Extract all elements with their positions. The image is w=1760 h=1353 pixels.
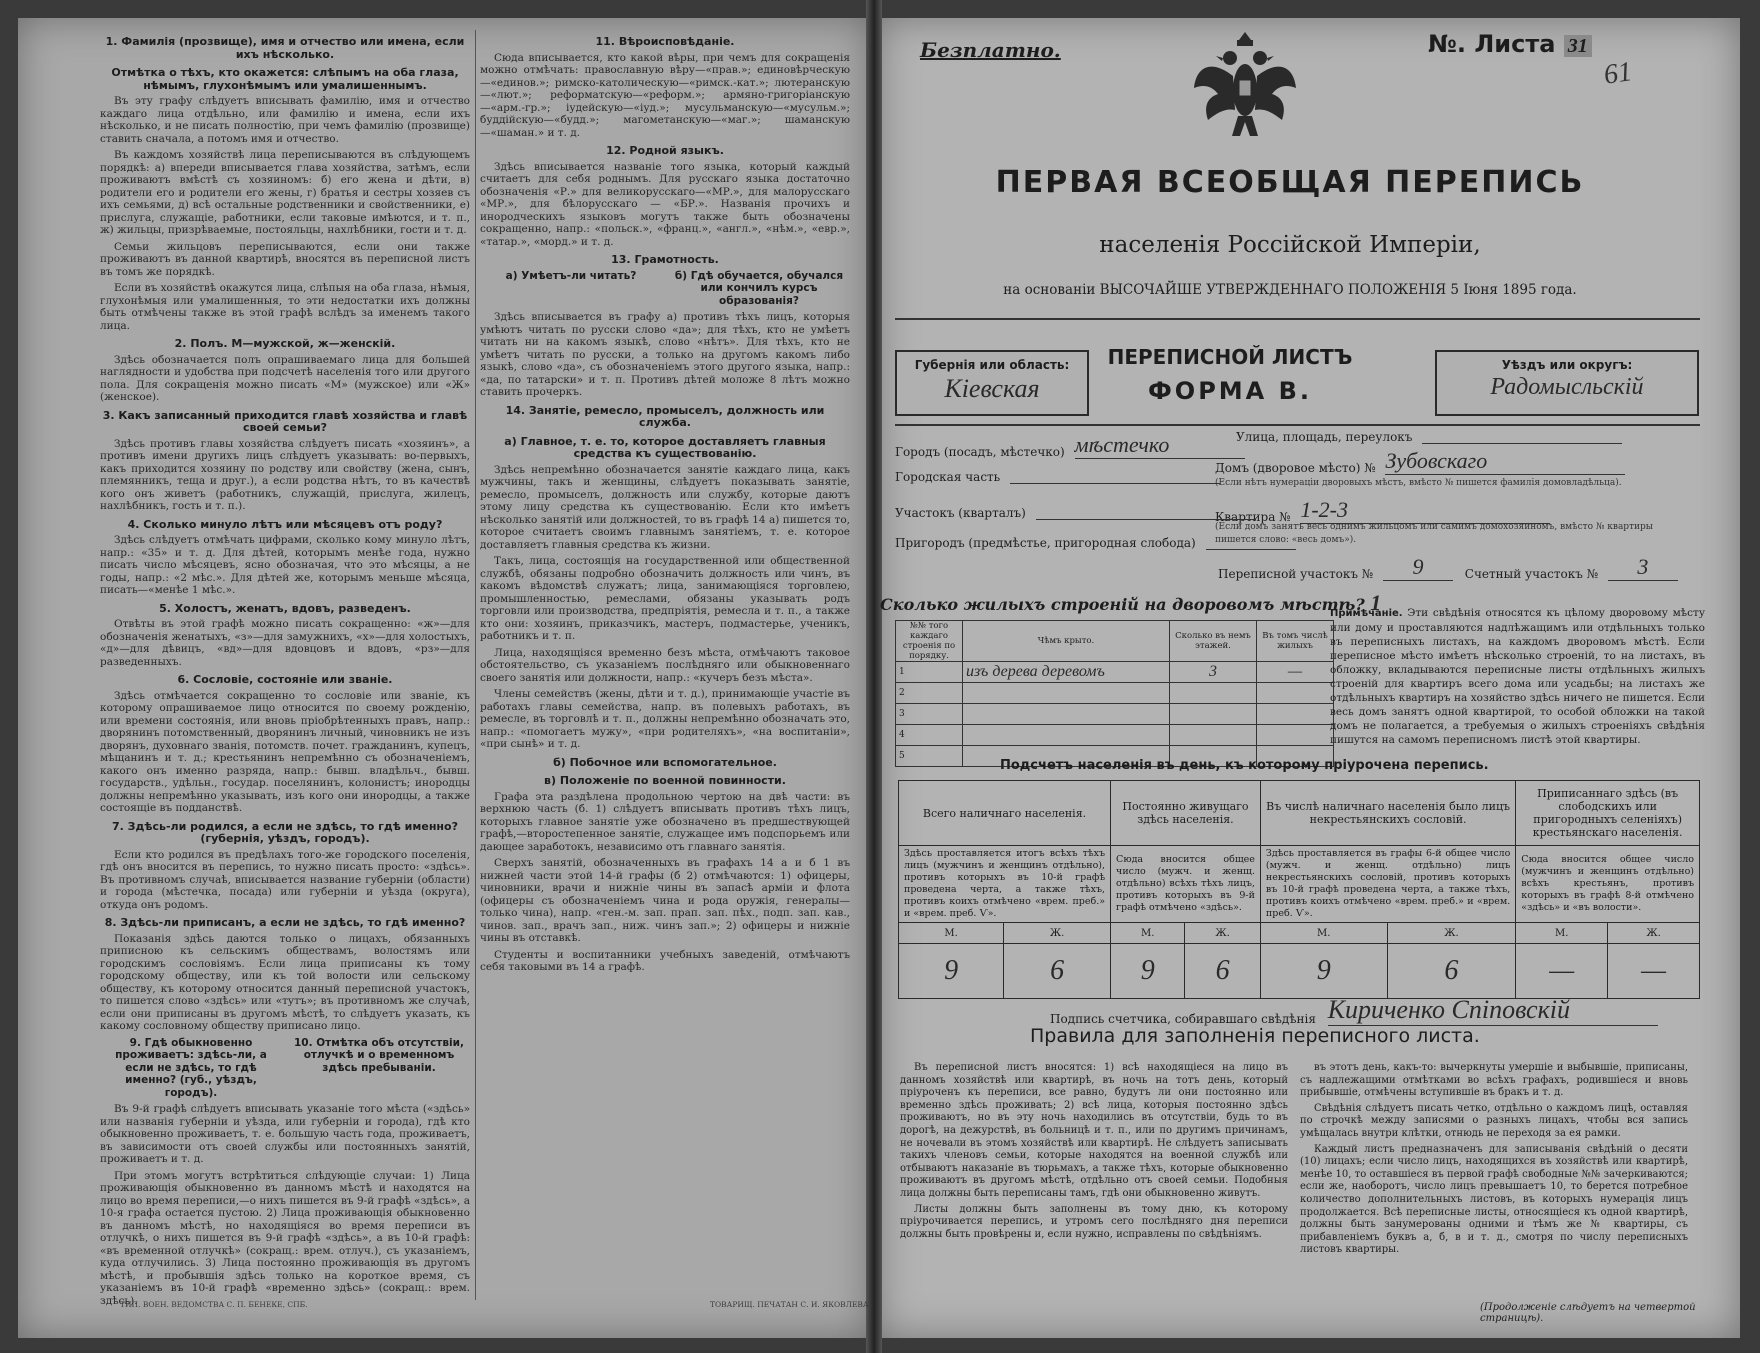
sex-row bbox=[899, 923, 1700, 944]
province-box bbox=[895, 350, 1089, 416]
street-row bbox=[1236, 430, 1622, 444]
buildings-header-row bbox=[896, 621, 1334, 662]
count-value: 9 bbox=[944, 955, 959, 986]
buildings-table bbox=[895, 620, 1334, 767]
table-row bbox=[896, 683, 1334, 704]
buildings-header: Сколько въ немъ этажей. bbox=[1170, 621, 1257, 662]
uchastok-label: Участокъ (кварталъ) bbox=[895, 506, 1026, 520]
paragraph: Здѣсь отмѣчается сокращенно то сословіе или званіе, къ которому опрашиваемое лицо относится по своему рожденію, или времени состоянія, или вновь пріобрѣтенныхъ правъ, напр.: дворянинъ потомственный, дворянинъ личный, чиновникъ не изъ дворянъ, духовнаго званія, потомств. почет. гражданинъ, купецъ, мѣщанинъ и т. д.; крестьянинъ непремѣнно съ обозначеніемъ, какого онъ именно разряда, напр.: бывш. владѣльч., бывш. государств., удѣльн., государ. поселянинъ, колонистъ; инородцы должны непремѣнно указывать, изъ кого они инородцы, а также состоящіе въ подданствѣ. bbox=[100, 689, 470, 814]
section-heading-5: 5. Холостъ, женатъ, вдовъ, разведенъ. bbox=[159, 601, 411, 615]
city-part-row bbox=[895, 470, 1220, 484]
count-desc: Здѣсь проставляется въ графы 6-й общее число (мужч. и женщ. отдѣльно) лицъ некрестьянскихъ сословій, противъ которыхъ въ 10-й графѣ проведена черта, а также тѣхъ, противъ коихъ отмѣчено «врем. преб.» и «врем. преб. Ѵ». bbox=[1260, 846, 1515, 923]
district-value: Радомысльскій bbox=[1490, 374, 1644, 400]
house-note-text: (Если нѣтъ нумераціи дворовыхъ мѣстъ, вмѣсто № пишется фамилія домовладѣльца). bbox=[1215, 478, 1622, 488]
street-value bbox=[1422, 443, 1622, 444]
cell-living bbox=[1257, 725, 1334, 746]
cell-floors bbox=[1170, 683, 1257, 704]
section-heading-8: 8. Здѣсь-ли приписанъ, а если не здѣсь, то гдѣ именно? bbox=[104, 916, 466, 929]
cell-roof bbox=[963, 725, 1170, 746]
population-count-table bbox=[898, 780, 1700, 999]
paragraph: Здѣсь обозначается полъ опрашиваемаго лица для большей наглядности и удобства при подсчетѣ населенія того или другого пола. Для сокращенія можно писать «М» (мужское) или «Ж» (женское). bbox=[100, 353, 470, 403]
count-header: Постоянно живущаго здѣсь населенія. bbox=[1111, 781, 1261, 846]
paragraph: Здѣсь непремѣнно обозначается занятіе каждаго лица, какъ мужчины, такъ и женщины, слѣдуетъ показывать занятіе, ремесло, промыселъ, должность или службу, которые даютъ этому лицу средства къ существованію. Если кто имѣетъ нѣсколько занятій или должностей, то въ графѣ 14 а) пишется то, которое считаетъ своимъ главнымъ занятіемъ, т. е. которое доставляетъ главныя средства къ жизни. bbox=[480, 463, 850, 551]
section-heading-2: 2. Полъ. М—мужской, ж—женскій. bbox=[174, 337, 396, 350]
apartment-label: Квартира № bbox=[1215, 510, 1291, 524]
cell-living bbox=[1257, 704, 1334, 725]
female-label: Ж. bbox=[1608, 923, 1700, 944]
count-desc: Сюда вносится общее число (мужч. и женщ. отдѣльно) всѣхъ тѣхъ лицъ, противъ которыхъ въ 9-й графѣ отмѣчено «здѣсь». bbox=[1111, 846, 1261, 923]
count-value: 6 bbox=[1444, 955, 1459, 986]
count-value: — bbox=[1549, 955, 1575, 986]
note-text: Эти свѣдѣнія относятся къ цѣлому дворовому мѣсту или дому и проставляются надлѣжащимъ или отдѣльныхъ только въ переписныхъ листахъ, на каждомъ дворовомъ мѣстѣ. Если переписное мѣсто имѣетъ нѣсколько строеній, то на листахъ, въ обложку, вкладываются переписные листы отдѣльныхъ жилыхъ строеній для квартиръ всего дома или усадьбы; на листахъ же отдѣльныхъ квартиръ на хозяйство здѣсь ничего не пишется. Если весь домъ занятъ одной квартирой, то особой обложки на такой домъ не полагается, а требуемыя о жилыхъ строеніяхъ свѣдѣнія пишутся на самомъ переписномъ листѣ этой квартиры. bbox=[1330, 607, 1705, 746]
district-label: Уѣздъ или округъ: bbox=[1501, 358, 1633, 372]
count-value: 9 bbox=[1140, 955, 1155, 986]
divider bbox=[895, 318, 1700, 320]
cell-num: 2 bbox=[896, 683, 963, 704]
paragraph: Графа эта раздѣлена продольною чертою на двѣ части: въ верхнюю часть (б. 1) слѣдуетъ вписывать противъ тѣхъ лицъ, которыхъ главное занятіе уже обозначено въ предшествующей графѣ,—второстепенное занятіе, служащее имъ подспорьемъ или дающее заработокъ, независимо отъ главнаго занятія. bbox=[480, 790, 850, 853]
paragraph: Въ эту графу слѣдуетъ вписывать фамилію, имя и отчество каждаго лица отдѣльно, или фамилію и имена, если ихъ нѣсколько, и не писать полностію, при чемъ фамилію (прозвище) ставить сначала, а потомъ имя и отчество. bbox=[100, 95, 470, 145]
form-title-line1: ПЕРЕПИСНОЙ ЛИСТЪ bbox=[1107, 345, 1353, 369]
cell-roof bbox=[963, 704, 1170, 725]
city-row bbox=[895, 432, 1245, 459]
paragraph: Семьи жильцовъ переписываются, если они также проживаютъ въ данной квартирѣ, вносятся въ переписной листъ въ томъ же порядкѣ. bbox=[100, 240, 470, 278]
district-box bbox=[1435, 350, 1699, 416]
buildings-header: Въ томъ числѣ жилыхъ bbox=[1257, 621, 1334, 662]
paragraph: Если въ хозяйствѣ окажутся лица, слѣпыя на оба глаза, нѣмыя, глухонѣмыя или умалишенныя, то эти недостатки ихъ должны быть отмѣчены также въ этой графѣ вслѣдъ за именемъ такого лица. bbox=[100, 282, 470, 332]
paragraph: въ этотъ день, какъ-то: вычеркнуты умершіе и выбывшіе, приписаны, съ надлежащими отмѣтками во всѣхъ графахъ, родившіеся и вновь прибывшіе, отмѣчены вступившіе въ бракъ и т. д. bbox=[1300, 1062, 1688, 1099]
buildings-header: №№ того каждаго строенія по порядку. bbox=[896, 621, 963, 662]
city-label: Городъ (посадъ, мѣстечко) bbox=[895, 445, 1065, 459]
section-subheading-14b2: в) Положеніе по военной повинности. bbox=[544, 774, 786, 787]
cell-num: 3 bbox=[896, 704, 963, 725]
province-label: Губернія или область: bbox=[914, 358, 1070, 372]
city-part-value bbox=[1010, 483, 1220, 484]
paragraph: Въ переписной листъ вносятся: 1) всѣ находящіеся на лицо въ данномъ хозяйствѣ или квартирѣ, въ ночь на тотъ день, который пріуроченъ къ переписи, все равно, будутъ ли они постоянно или временно здѣсь проживать; 2) всѣ лица, которыя постоянно здѣсь проживаютъ, но въ эту ночь находились въ отсутствіи, будь то въ дорогѣ, на дежурствѣ, въ больницѣ и т. п., или по другимъ причинамъ, не ночевали въ этомъ хозяйствѣ или квартирѣ. Не слѣдуетъ записывать такихъ членовъ семьи, которые находятся на военной службѣ или отбываютъ наказаніе въ тюрьмахъ, а также тѣхъ, которые обыкновенно проживаютъ въ другомъ мѣстѣ, отдѣльно отъ своей семьи. Подобныя лица должны быть переписаны тамъ, гдѣ они обыкновенно живутъ. bbox=[900, 1062, 1288, 1199]
buildings-note bbox=[1330, 606, 1705, 747]
cell-floors bbox=[1170, 704, 1257, 725]
paragraph: Студенты и воспитанники учебныхъ заведеній, отмѣчаютъ себя таковыми въ 14 а графѣ. bbox=[480, 948, 850, 973]
paragraph: Здѣсь противъ главы хозяйства слѣдуетъ писать «хозяинъ», а противъ имени другихъ лицъ слѣдуетъ указывать: во-первыхъ, какъ приходится хозяину по родству или свойству (жена, сынъ, племянникъ, теща и друг.), а если родства нѣтъ, то въ качествѣ кого онъ живетъ (работникъ, служащій, прислуга, жилецъ, нахлѣбникъ, гость и т. п.). bbox=[100, 437, 470, 512]
census-district-row bbox=[1218, 554, 1678, 581]
census-title: ПЕРВАЯ ВСЕОБЩАЯ ПЕРЕПИСЬ bbox=[995, 165, 1585, 200]
female-label: Ж. bbox=[1004, 923, 1111, 944]
census-district-label: Переписной участокъ № bbox=[1218, 567, 1374, 581]
cell-roof: изъ дерева деревомъ bbox=[963, 662, 1170, 683]
house-note bbox=[1215, 474, 1622, 488]
cell-floors: 3 bbox=[1170, 662, 1257, 683]
cell-floors bbox=[1170, 725, 1257, 746]
legal-basis: на основаніи ВЫСОЧАЙШЕ УТВЕРЖДЕННАГО ПОЛОЖЕНІЯ 5 Іюня 1895 года. bbox=[1003, 282, 1577, 298]
paragraph: Здѣсь слѣдуетъ отмѣчать цифрами, сколько кому минуло лѣтъ, напр.: «35» и т. д. Для дѣтей, которымъ менѣе года, нужно писать число мѣсяцевъ, ясно обозначая, что это мѣсяцы, а не годы, напр.: «2 мѣс.». Для дѣтей же, которымъ меньше мѣсяца, писать—«менѣе 1 мѣс.». bbox=[100, 534, 470, 596]
form-title bbox=[1100, 345, 1360, 405]
counting-district-label: Счетный участокъ № bbox=[1464, 567, 1599, 581]
section-heading-3: 3. Какъ записанный приходится главѣ хозяйства и главѣ своей семьи? bbox=[102, 408, 468, 434]
dwellings-question bbox=[880, 590, 1381, 616]
count-value: 6 bbox=[1050, 955, 1065, 986]
paragraph: Такъ, лица, состоящія на государственной или общественной службѣ, обязаны подробно обозначить должность или чинъ, въ какомъ вѣдомствѣ служатъ; лица, занимающіяся торговлею, промышленностью, ремеслами, обязаны указывать родъ торговли или производства, предпріятія, ремесла и т. п., а также кто они: хозяинъ, приказчикъ, мастеръ, подмастерье, ученикъ, работникъ и т. п. bbox=[480, 555, 850, 642]
section-heading-10: 10. Отмѣтка объ отсутствіи, отлучкѣ и о временномъ здѣсь пребываніи. bbox=[294, 1036, 464, 1074]
count-values-row bbox=[899, 944, 1700, 999]
male-label: М. bbox=[1260, 923, 1387, 944]
street-label: Улица, площадь, переулокъ bbox=[1236, 430, 1413, 444]
paragraph: Въ каждомъ хозяйствѣ лица переписываются въ слѣдующемъ порядкѣ: а) впереди вписывается глава хозяйства, затѣмъ, если проживаютъ вмѣстѣ съ хозяиномъ: б) его жена и дѣти, в) родители его и родители его жены, г) братья и сестры хозяев съ ихъ семьями, д) всѣ остальные родственники и свойственники, е) прислуга, служащіе, работники, если таковые имѣются, и т. п., ж) жильцы, призрѣваемые, постояльцы, нахлѣбники, гости и т. д. bbox=[100, 149, 470, 236]
table-row bbox=[896, 662, 1334, 683]
paragraph: Члены семействъ (жены, дѣти и т. д.), принимающіе участіе въ работахъ главы семейства, напр. въ полевыхъ работахъ, въ ремесле, въ торговлѣ и т. п., должны непремѣнно обозначать это, напр.: «помогаетъ мужу», «при родителяхъ», «на воспитаніи», «при сынѣ» и т. д. bbox=[480, 688, 850, 750]
printer-imprint-right: ТОВАРИЩ. ПЕЧАТАН С. И. ЯКОВЛЕВА bbox=[710, 1300, 869, 1309]
male-label: М. bbox=[1111, 923, 1185, 944]
rules-column-2 bbox=[1300, 1062, 1688, 1312]
count-value: 6 bbox=[1215, 955, 1230, 986]
section-heading-4: 4. Сколько минуло лѣтъ или мѣсяцевъ отъ роду? bbox=[127, 517, 443, 531]
cell-roof bbox=[963, 683, 1170, 704]
signature-value: Кириченко Спіповскій bbox=[1328, 995, 1658, 1026]
double-headed-eagle-emblem-icon bbox=[1190, 28, 1300, 143]
sheet-number-label: №. Листа bbox=[1428, 30, 1556, 58]
section-heading-11: 11. Вѣроисповѣданіе. bbox=[595, 35, 735, 48]
dwellings-value: 1 bbox=[1370, 590, 1382, 615]
table-row bbox=[896, 725, 1334, 746]
paragraph: Въ 9-й графѣ слѣдуетъ вписывать указаніе того мѣста («здѣсь» или названія губерніи и уѣзда, или губерніи и города), гдѣ кто обыкновенно проживаетъ, т. е. большую часть года, проживаетъ, въ зависимости отъ своей службы или постоянныхъ занятій, проживаетъ и т. д. bbox=[100, 1103, 470, 1165]
note-head: Примѣчаніе. bbox=[1330, 608, 1403, 619]
literacy-subheadings bbox=[480, 270, 850, 308]
section-subheading-14b1: б) Побочное или вспомогательное. bbox=[553, 755, 777, 769]
cell-num: 5 bbox=[896, 746, 963, 767]
census-district-value: 9 bbox=[1383, 554, 1453, 581]
male-label: М. bbox=[1516, 923, 1608, 944]
signature-label: Подпись счетчика, собиравшаго свѣдѣнія bbox=[1050, 1012, 1316, 1026]
table-row bbox=[896, 704, 1334, 725]
instructions-column-2 bbox=[480, 30, 850, 1300]
printer-imprint-left: ТИП. ВОЕН. ВЕДОМСТВА С. П. БЕНЕКЕ, СПБ. bbox=[120, 1300, 308, 1309]
paragraph: Здѣсь вписывается въ графу а) противъ тѣхъ лицъ, которыя умѣютъ читать по русски слово «да»; для тѣхъ, кто не умѣетъ читать ни на какомъ языкѣ, слово «нѣтъ». Для тѣхъ, кто не умѣетъ читать по русски, а только на другомъ какомъ либо языкѣ, слово «да», съ обозначеніемъ этого другого языка, напр.: «да, по татарски» и т. п. Противъ дѣтей моложе 8 лѣтъ можно ставить прочеркъ. bbox=[480, 311, 850, 398]
section-heading-14: 14. Занятіе, ремесло, промыселъ, должность или служба. bbox=[505, 403, 825, 429]
count-header: Въ числѣ наличнаго населенія было лицъ некрестьянскихъ сословій. bbox=[1260, 781, 1515, 846]
section-heading-9: 9. Гдѣ обыкновенно проживаетъ: здѣсь-ли, а если не здѣсь, то гдѣ именно? (губ., уѣздъ, городъ). bbox=[115, 1036, 267, 1099]
count-desc-row bbox=[899, 846, 1700, 923]
house-label: Домъ (дворовое мѣсто) № bbox=[1215, 461, 1376, 475]
paragraph: Свѣдѣнія слѣдуетъ писать четко, отдѣльно о каждомъ лицѣ, оставляя по строчкѣ между записями о разныхъ лицахъ, чтобы вся запись умѣщалась внутри клѣтки, отнюдь не переходя за ея рамки. bbox=[1300, 1102, 1688, 1139]
female-label: Ж. bbox=[1387, 923, 1516, 944]
paragraph: При этомъ могутъ встрѣтиться слѣдующіе случаи: 1) Лица проживающія обыкновенно въ данномъ мѣстѣ и находятся на лицо во время переписи,—о нихъ пишется въ 9-й графѣ «здѣсь», а 10-я графа остается пустою. 2) Лица проживающія обыкновенно въ данномъ мѣстѣ, но находящіяся во время переписи въ отлучкѣ, о нихъ пишется въ 9-й графѣ «здѣсь», а въ 10-й графѣ: «въ временной отлучкѣ» (сокращ.: врем. отлуч.), съ указаніемъ, куда отлучились. 3) Лица постоянно проживающія въ другомъ мѣстѣ, и пробывшія здѣсь только на короткое время, съ указаніемъ въ 10-й графѣ «временно здѣсь» (сокращ.: врем. здѣсь). bbox=[100, 1169, 470, 1307]
rules-column-1 bbox=[900, 1062, 1288, 1312]
dwellings-label: Сколько жилыхъ строеній на дворовомъ мѣстѣ? bbox=[880, 595, 1365, 614]
sheet-number bbox=[1428, 30, 1592, 58]
count-header-row bbox=[899, 781, 1700, 846]
count-value: — bbox=[1641, 955, 1667, 986]
section-heading-7: 7. Здѣсь-ли родился, а если не здѣсь, то гдѣ именно? (губернія, уѣздъ, городъ). bbox=[112, 819, 458, 845]
paragraph: Каждый листъ предназначенъ для записыванія свѣдѣній о десяти (10) лицахъ; если число лицъ, находящихся въ хозяйствѣ или квартирѣ, менѣе 10, то оставшіеся въ первой графѣ свободные №№ зачеркиваются; если же, наоборотъ, число лицъ превышаетъ 10, то берется потребное количество дополнительныхъ листовъ, въ которыхъ нумерація лицъ продолжается. Всѣ переписные листы, относящіеся къ одной квартирѣ, должны быть занумерованы одними и тѣмъ же № квартиры, съ прибавленіемъ буквъ а, б, в и т. д., смотря по числу переписныхъ листовъ квартиры. bbox=[1300, 1143, 1688, 1256]
count-desc: Сюда вносится общее число (мужчинъ и женщинъ отдѣльно) всѣхъ крестьянъ, противъ которыхъ въ графѣ 8-й отмѣчено «здѣсь» и «въ волости». bbox=[1516, 846, 1700, 923]
divider bbox=[895, 424, 1700, 426]
paragraph: Показанія здѣсь даются только о лицахъ, обязанныхъ приписною къ сельскимъ обществамъ, волостямъ или городскимъ сословіямъ. Если лица приписаны къ тому городскому обществу, или къ той волости или сельскому обществу, къ которому относится данный переписной участокъ, то пишется слово «здѣсь» или «тутъ»; въ противномъ же случаѣ, если они приписаны въ другомъ мѣстѣ, то слѣдуетъ указать, къ какому сословному обществу приписано лицо. bbox=[100, 932, 470, 1032]
literacy-sub-a: а) Умѣетъ-ли читать? bbox=[505, 269, 637, 282]
suburb-row bbox=[895, 536, 1296, 550]
buildings-header: Чѣмъ крыто. bbox=[963, 621, 1170, 662]
literacy-sub-b: б) Гдѣ обучается, обучался или кончилъ курсъ образованія? bbox=[674, 269, 844, 307]
count-header: Всего наличнаго населенія. bbox=[899, 781, 1111, 846]
handwritten-page-number: 61 bbox=[1601, 56, 1634, 91]
book-gutter bbox=[866, 0, 882, 1353]
cell-living bbox=[1257, 683, 1334, 704]
section-heading-1: 1. Фамилія (прозвище), имя и отчество или имена, если ихъ нѣсколько. bbox=[105, 35, 465, 61]
counting-district-value: 3 bbox=[1608, 554, 1678, 581]
male-label: М. bbox=[899, 923, 1004, 944]
province-value: Кіевская bbox=[944, 374, 1040, 403]
column-divider bbox=[475, 30, 476, 1300]
sheet-number-value: 31 bbox=[1564, 35, 1592, 57]
paragraph: Отвѣты въ этой графѣ можно писать сокращенно: «ж»—для обозначенія женатыхъ, «з»—для замужнихъ, «х»—для холостыхъ, «д»—для дѣвицъ, «вд»—для вдовцовъ и вдовъ, «рз»—для разведенныхъ. bbox=[100, 618, 470, 668]
free-of-charge-label: Безплатно. bbox=[920, 38, 1061, 62]
paragraph: Лица, находящіяся временно безъ мѣста, отмѣчаютъ таковое обстоятельство, съ указаніемъ послѣдняго или обыкновеннаго своего занятія или должности, напр.: «кучеръ безъ мѣста». bbox=[480, 646, 850, 684]
count-desc: Здѣсь проставляется итогъ всѣхъ тѣхъ лицъ (мужчинъ и женщинъ отдѣльно), противъ которыхъ въ 10-й графѣ проведена черта, а также тѣхъ, противъ коихъ отмѣчено «врем. преб.» и «врем. преб. Ѵ». bbox=[899, 846, 1111, 923]
paragraph: Сюда вписывается, кто какой вѣры, при чемъ для сокращенія можно отмѣчать: православную вѣру—«прав.»; единовѣрческую—«единов.»; римско-католическую—«римск.-кат.»; лютеранскую—«лют.»; реформатскую—«реформ.»; армяно-григоріанскую—«арм.-гр.»; іудейскую—«іуд.»; мусульманскую—«мусульм.»; буддійскую—«будд.»; магометанскую—«маг.»; шаманскую—«шаман.» и т. д. bbox=[480, 51, 850, 139]
section-heading-1b: Отмѣтка о тѣхъ, кто окажется: слѣпымъ на оба глаза, нѣмымъ, глухонѣмымъ или умалишеннымъ. bbox=[111, 66, 459, 92]
section-heading-9-10 bbox=[100, 1037, 470, 1100]
apartment-note-text: (Если домъ занятъ весь однимъ жильцомъ или самимъ домохозяиномъ, вмѣсто № квартиры пишется слово: «весь домъ»). bbox=[1215, 522, 1653, 545]
paragraph: Здѣсь вписывается названіе того языка, который каждый считаетъ для себя роднымъ. Для русскаго языка достаточно обозначенія «Р.» для великорусскаго—«МР.», для малорусскаго «МР.», для бѣлорусскаго — «БР.». Названія прочихъ и инородческихъ языковъ могутъ также быть обозначены сокращенно, напр.: «польск.», «франц.», «англ.», «нѣм.», «евр.», «татар.», «морд.» и т. д. bbox=[480, 160, 850, 248]
city-part-label: Городская часть bbox=[895, 470, 1001, 484]
city-value: мѣстечко bbox=[1075, 432, 1245, 459]
suburb-label: Пригородъ (предмѣстье, пригородная слобода) bbox=[895, 536, 1196, 550]
cell-living: — bbox=[1257, 662, 1334, 683]
paragraph: Сверхъ занятій, обозначенныхъ въ графахъ 14 а и б 1 въ нижней части этой 14-й графы (б 2) отмѣчаются: 1) офицеры, чиновники, врачи и нижніе чины въ запасѣ арміи и флота (офицеры съ обозначеніемъ чина и рода оружія, генералы—только чина), напр. «ген.-м. зап. прап. зап. пѣх., подп. зап. кав., чинов. зап., врачъ зап., ниж. чинъ зап.»; 2) офицеры и нижніе чины въ отставкѣ. bbox=[480, 857, 850, 944]
apartment-value: 1-2-3 bbox=[1300, 497, 1550, 524]
rules-title: Правила для заполненія переписного листа. bbox=[1030, 1025, 1480, 1047]
female-label: Ж. bbox=[1185, 923, 1261, 944]
section-heading-6: 6. Сословіе, состояніе или званіе. bbox=[177, 673, 393, 686]
house-value: Зубовскаго bbox=[1385, 448, 1625, 475]
rules-continued: (Продолженіе слѣдуетъ на четвертой страницѣ). bbox=[1480, 1302, 1696, 1324]
cell-num: 1 bbox=[896, 662, 963, 683]
paragraph: Листы должны быть заполнены въ тому дню, къ которому пріурочивается перепись, и утромъ сего послѣдняго дня переписи должны быть провѣрены и, если нужно, исправлены по свѣдѣніямъ. bbox=[900, 1203, 1288, 1240]
section-subheading-14a: а) Главное, т. е. то, которое доставляетъ главныя средства къ существованію. bbox=[504, 434, 826, 460]
count-value: 9 bbox=[1316, 955, 1331, 986]
house-row bbox=[1215, 448, 1625, 475]
suburb-value bbox=[1206, 549, 1296, 550]
cell-num: 4 bbox=[896, 725, 963, 746]
uchastok-value bbox=[1036, 519, 1256, 520]
enumerator-signature-row bbox=[1050, 995, 1658, 1026]
population-count-title: Подсчетъ населенія въ день, къ которому пріурочена перепись. bbox=[1000, 758, 1489, 773]
census-subtitle: населенія Россійской Имперіи, bbox=[1099, 232, 1481, 258]
section-heading-12: 12. Родной языкъ. bbox=[606, 144, 724, 157]
count-header: Приписаннаго здѣсь (въ слободскихъ или пригородныхъ селеніяхъ) крестьянскаго населенія. bbox=[1516, 781, 1700, 846]
uchastok-row bbox=[895, 506, 1256, 520]
paragraph: Если кто родился въ предѣлахъ того-же городского поселенія, гдѣ онъ вносится въ перепись, то нужно писать просто: «здѣсь». Въ противномъ случаѣ, вписывается название губерніи (области) и города (мѣстечка, посада) или губерніи и уѣзда (округа), откуда онъ родомъ. bbox=[100, 848, 470, 911]
form-title-line2: ФОРМА В. bbox=[1147, 377, 1312, 405]
section-heading-13: 13. Грамотность. bbox=[611, 253, 719, 266]
